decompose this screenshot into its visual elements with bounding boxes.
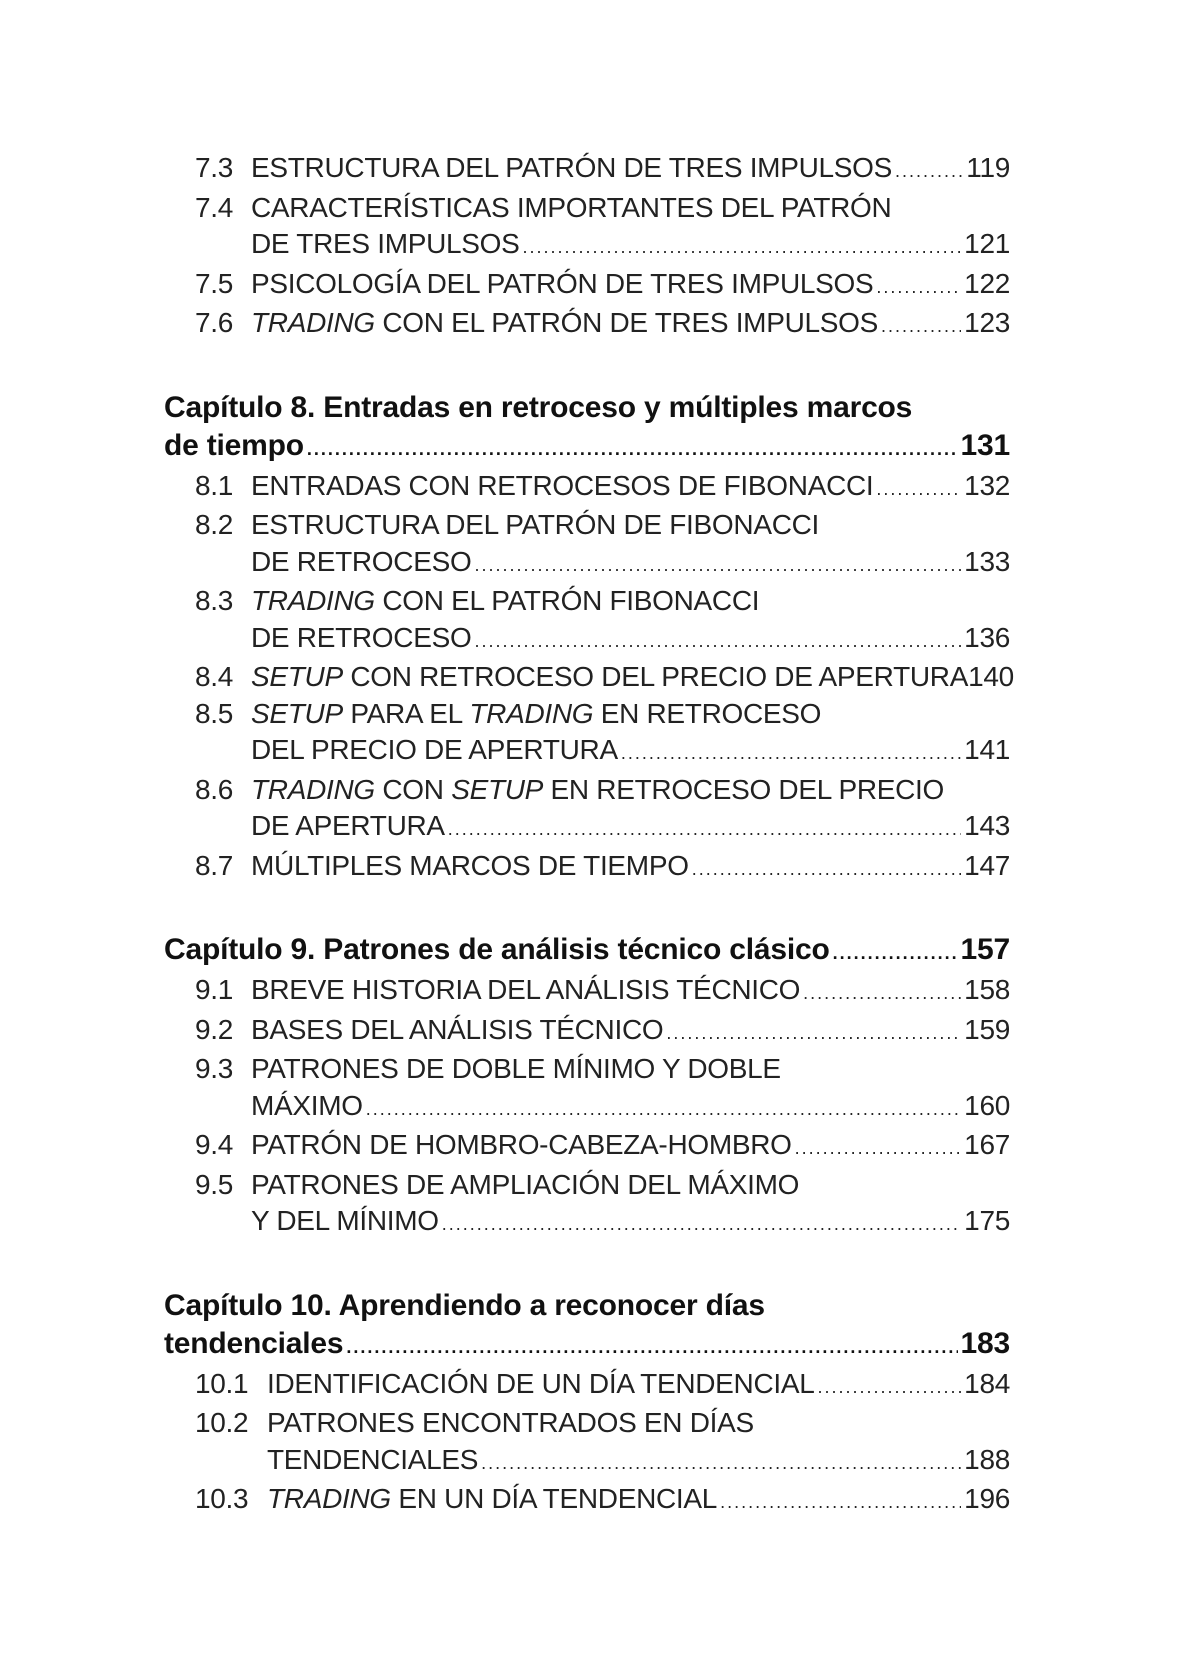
leader-dots (366, 1091, 961, 1128)
italic-term: SETUP (251, 661, 343, 692)
italic-term: TRADING (469, 697, 594, 729)
entry-number: 8.1 (195, 469, 234, 501)
leader-dots (692, 851, 961, 888)
toc-entry-10-3[interactable] (164, 1481, 1010, 1521)
italic-term: SETUP (451, 773, 544, 805)
entry-title (251, 696, 821, 733)
entry-title-rest: EN UN DÍA TENDENCIAL (390, 1483, 718, 1514)
toc-entry-10-1[interactable] (164, 1366, 1010, 1406)
toc-entry-8-5[interactable] (164, 696, 1010, 772)
page-number: 159 (964, 1013, 1010, 1045)
entry-number: 8.3 (195, 585, 234, 616)
entry-title: PATRONES DE AMPLIACIÓN DEL MÁXIMO (251, 1168, 800, 1200)
entry-title: PATRONES ENCONTRADOS EN DÍAS (267, 1407, 754, 1438)
chapter-page-number: 131 (960, 428, 1010, 462)
entry-number: 9.1 (195, 974, 234, 1005)
entry-number: 9.2 (195, 1013, 234, 1045)
entry-title (251, 772, 944, 809)
italic-term: TRADING (251, 585, 375, 616)
toc-entry-9-4[interactable] (164, 1127, 1010, 1167)
leader-dots (803, 975, 961, 1012)
toc-entry-8-1[interactable] (164, 468, 1010, 508)
leader-dots (833, 934, 958, 972)
entry-title (251, 305, 878, 342)
page-number: 143 (964, 810, 1010, 841)
entry-number: 7.6 (195, 307, 234, 338)
entry-title: PSICOLOGÍA DEL PATRÓN DE TRES IMPULSOS (251, 267, 874, 299)
entry-number: 8.7 (195, 849, 234, 881)
entry-title-continued: DEL PRECIO DE APERTURA (251, 734, 618, 765)
chapter-title: Capítulo 8. Entradas en retroceso y múltiples marcos (164, 390, 913, 424)
entry-title: ENTRADAS CON RETROCESOS DE FIBONACCI (251, 469, 874, 501)
leader-dots (666, 1015, 961, 1052)
leader-dots (523, 229, 962, 266)
toc-entry-9-5[interactable] (164, 1167, 1010, 1243)
entry-title-rest: PARA EL (342, 697, 470, 729)
entry-title-continued: DE TRES IMPULSOS (251, 228, 520, 259)
italic-term: TRADING (251, 307, 375, 338)
leader-dots (881, 308, 961, 345)
entry-number: 8.4 (195, 661, 234, 692)
toc-entry-8-2[interactable] (164, 507, 1010, 583)
entry-number: 8.6 (195, 773, 234, 805)
entry-title-rest: CON EL PATRÓN DE TRES IMPULSOS (374, 307, 879, 338)
entry-title-continued: DE RETROCESO (251, 621, 472, 653)
chapter-8-section (164, 389, 1014, 888)
italic-term: TRADING (251, 773, 375, 805)
entry-title-continued: DE APERTURA (251, 810, 445, 841)
chapter-title-continued: de tiempo (164, 428, 304, 462)
toc-entry-9-1[interactable] (164, 972, 1010, 1012)
entry-title-continued: MÁXIMO (251, 1089, 363, 1121)
leader-dots (474, 547, 961, 584)
table-of-contents (164, 150, 1014, 1525)
toc-entry-7-4[interactable] (164, 190, 1010, 266)
toc-entry-10-2[interactable] (164, 1405, 1010, 1481)
chapter-heading-continued[interactable] (164, 1325, 1010, 1366)
toc-entry-8-3[interactable] (164, 583, 1010, 659)
entry-number: 10.1 (195, 1367, 249, 1399)
italic-term: TRADING (267, 1483, 391, 1514)
entry-title (251, 583, 759, 620)
page-number: 175 (964, 1205, 1010, 1236)
entry-title-rest: EN RETROCESO (593, 697, 822, 729)
page-number: 184 (964, 1367, 1010, 1399)
entry-title-rest: CON RETROCESO DEL PRECIO DE APERTURA (342, 661, 969, 692)
entry-title-rest: CON EL PATRÓN FIBONACCI (374, 585, 760, 616)
entry-title-rest: CON (374, 773, 452, 805)
leader-dots (818, 1369, 962, 1406)
chapter-title: Capítulo 10. Aprendiendo a reconocer días (164, 1288, 765, 1322)
chapter-heading[interactable] (164, 389, 1010, 427)
toc-entry-9-2[interactable] (164, 1012, 1010, 1052)
chapter-10-section (164, 1287, 1010, 1521)
entry-number: 8.5 (195, 697, 234, 729)
entry-title-continued: DE RETROCESO (251, 545, 472, 577)
entry-title-continued: TENDENCIALES (267, 1443, 479, 1475)
entry-number: 9.4 (195, 1129, 234, 1160)
leader-dots (876, 471, 961, 508)
entry-title (251, 659, 968, 696)
entry-title-rest: EN RETROCESO DEL PRECIO (543, 773, 944, 805)
entry-title: ESTRUCTURA DEL PATRÓN DE TRES IMPULSOS (251, 152, 893, 183)
leader-dots (448, 811, 961, 848)
page-number: 147 (964, 849, 1010, 881)
page-number: 141 (964, 734, 1010, 765)
toc-entry-9-3[interactable] (164, 1051, 1010, 1127)
page-number: 119 (966, 152, 1010, 183)
entry-number: 9.5 (195, 1168, 234, 1200)
chapter-heading[interactable] (164, 931, 1010, 972)
entry-title: MÚLTIPLES MARCOS DE TIEMPO (251, 849, 689, 881)
entry-title: IDENTIFICACIÓN DE UN DÍA TENDENCIAL (267, 1367, 815, 1399)
page-number: 121 (964, 228, 1010, 259)
entry-number: 7.3 (195, 152, 234, 183)
leader-dots (895, 153, 963, 190)
page-number: 132 (964, 469, 1010, 501)
leader-dots (307, 430, 958, 468)
page-number: 196 (964, 1483, 1010, 1514)
italic-term: SETUP (251, 697, 343, 729)
entry-number: 7.5 (195, 267, 234, 299)
entry-number: 10.3 (195, 1483, 249, 1514)
entry-title: PATRÓN DE HOMBRO-CABEZA-HOMBRO (251, 1129, 792, 1160)
toc-entry-7-3[interactable] (164, 150, 1010, 190)
leader-dots (795, 1130, 962, 1167)
leader-dots (346, 1328, 957, 1366)
entry-title-continued: Y DEL MÍNIMO (251, 1205, 439, 1236)
page-number: 140 (968, 661, 1014, 692)
entry-title: CARACTERÍSTICAS IMPORTANTES DEL PATRÓN (251, 191, 892, 223)
entry-number: 7.4 (195, 191, 234, 223)
entry-title: ESTRUCTURA DEL PATRÓN DE FIBONACCI (251, 509, 820, 540)
leader-dots (720, 1484, 961, 1521)
entry-title: BASES DEL ANÁLISIS TÉCNICO (251, 1013, 664, 1045)
entry-number: 8.2 (195, 509, 234, 540)
leader-dots (442, 1206, 961, 1243)
chapter-9-section (164, 931, 1010, 1243)
toc-entry-8-6[interactable] (164, 772, 1010, 848)
toc-entry-7-6[interactable] (164, 305, 1010, 345)
chapter-7-section (164, 150, 1010, 345)
page-number: 160 (964, 1089, 1010, 1121)
chapter-heading[interactable] (164, 1287, 1010, 1325)
toc-entry-8-4[interactable] (164, 659, 1014, 696)
entry-number: 9.3 (195, 1053, 234, 1084)
chapter-title-continued: tendenciales (164, 1326, 344, 1360)
entry-title: PATRONES DE DOBLE MÍNIMO Y DOBLE (251, 1053, 781, 1084)
leader-dots (621, 735, 961, 772)
chapter-page-number: 157 (960, 933, 1010, 966)
toc-entry-8-7[interactable] (164, 848, 1010, 888)
leader-dots (474, 623, 961, 660)
page-number: 136 (964, 621, 1010, 653)
page-number: 167 (964, 1129, 1010, 1160)
page-number: 158 (964, 974, 1010, 1005)
entry-number: 10.2 (195, 1407, 249, 1438)
chapter-page-number: 183 (960, 1326, 1010, 1360)
chapter-title: Capítulo 9. Patrones de análisis técnico clásico (164, 933, 830, 966)
page-number: 188 (964, 1443, 1010, 1475)
toc-entry-7-5[interactable] (164, 266, 1010, 306)
page-number: 123 (964, 307, 1010, 338)
leader-dots (481, 1445, 961, 1482)
page-number: 133 (964, 545, 1010, 577)
entry-title: BREVE HISTORIA DEL ANÁLISIS TÉCNICO (251, 974, 801, 1005)
page-number: 122 (964, 267, 1010, 299)
entry-title (267, 1481, 717, 1518)
chapter-heading-continued[interactable] (164, 427, 1010, 468)
leader-dots (876, 269, 961, 306)
